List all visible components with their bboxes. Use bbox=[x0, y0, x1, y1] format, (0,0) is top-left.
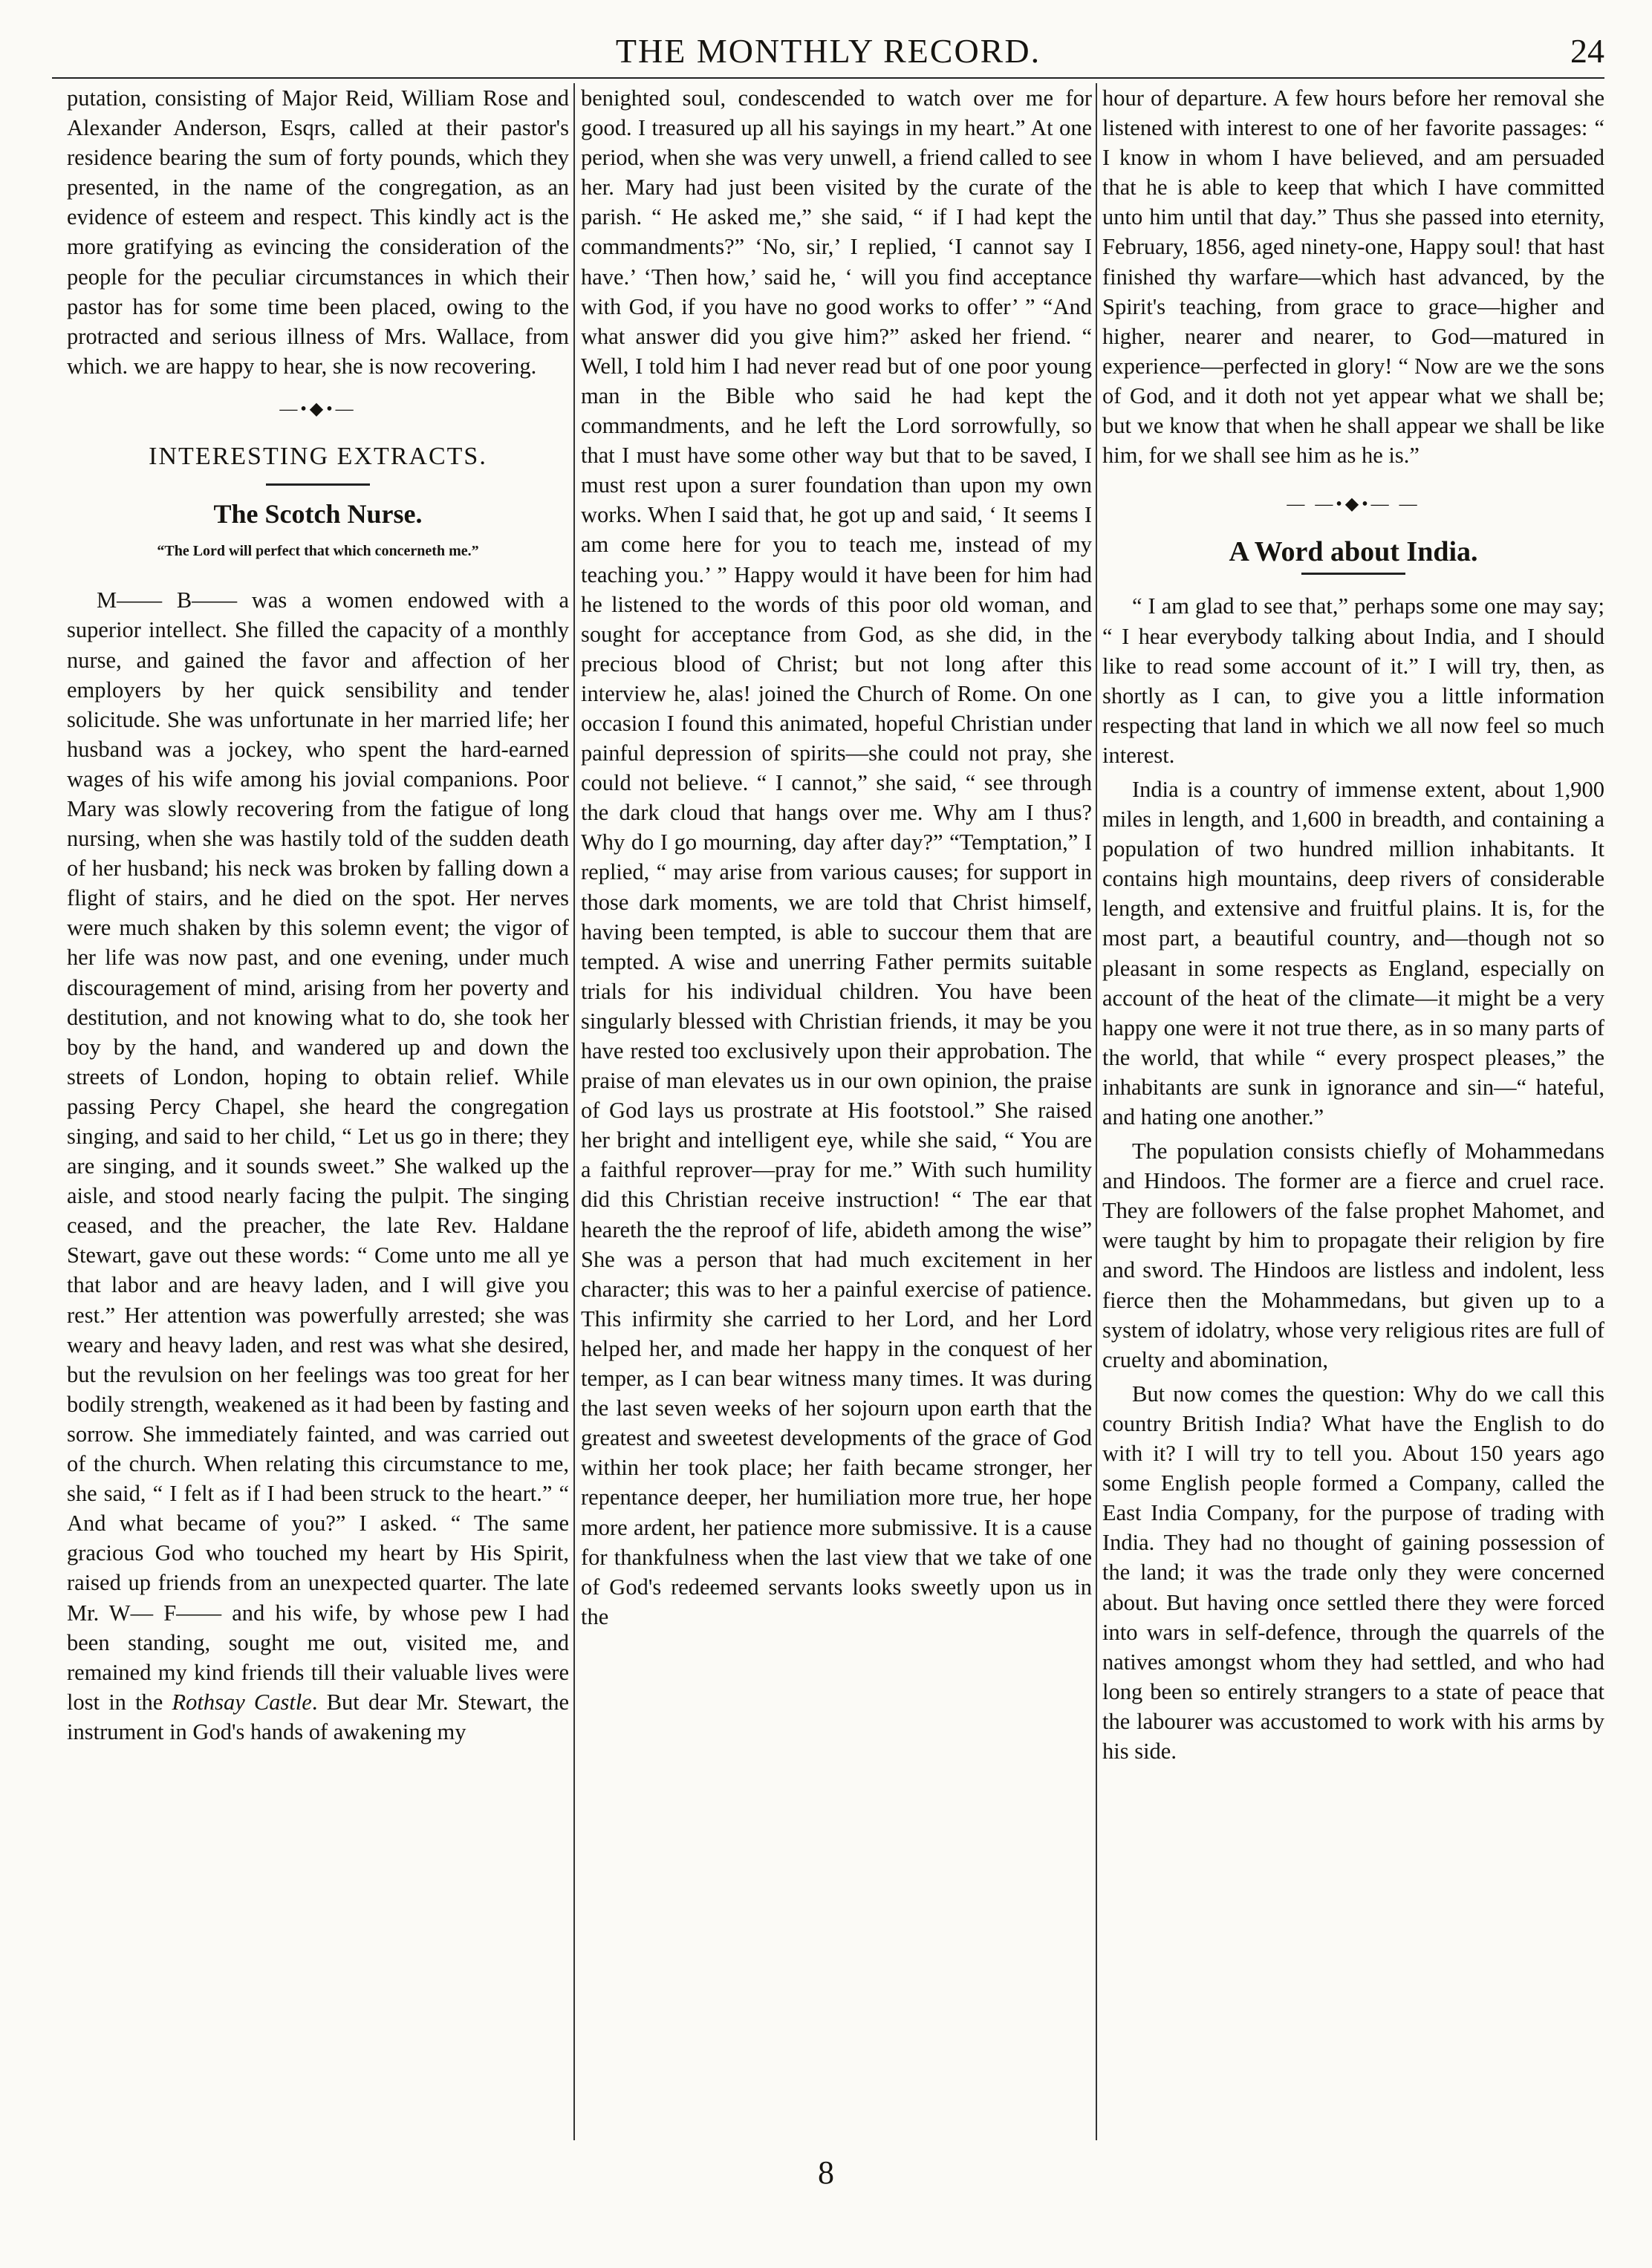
paragraph: hour of departure. A few hours before her removal she listened with interest to one of her favorite passages: “ I know in whom I have believed, and am persuaded that he is able to keep that which I have committed unto him until that day.” Thus she passed into eternity, February, 1856, aged ninety-one, Happy soul! that hast finished thy warfare—which hast advanced, by the Spirit's teaching, from grace to grace—higher and higher, nearer and nearer, to God—matured in experience—perfected in glory! “ Now are we the sons of God, and it doth not yet appear what we shall be; but we know that when he shall appear we shall be like him, for we shall see him as he is.” bbox=[1102, 85, 1604, 469]
section-title: INTERESTING EXTRACTS. bbox=[149, 443, 487, 471]
column-rule bbox=[573, 83, 575, 2140]
running-title: THE MONTHLY RECORD. bbox=[615, 32, 1041, 70]
folio-number: 8 bbox=[818, 2154, 834, 2191]
paragraph: The population consists chiefly of Mohammedans and Hindoos. The former are a fierce and cruel race. They are followers of the false prophet Mahomet, and were taught by him to propagate their religion by fire and sword. The Hindoos are listless and indolent, less fierce then the Mohammedans, but given up to a system of idolatry, whose very religious rites are full of cruelty and abomination, bbox=[1102, 1138, 1604, 1372]
article-title: The Scotch Nurse. bbox=[213, 499, 423, 529]
paragraph: putation, consisting of Major Reid, William Rose and Alexander Anderson, Esqrs, called at their pastor's residence bearing the sum of forty pounds, which they presented, in the name of the congregation, as an evidence of esteem and respect. This kindly act is the more gratifying as evincing the consideration of the people for the peculiar circumstances in which their pastor has for some time been placed, owing to the protracted and serious illness of Mrs. Wallace, from which. we are happy to hear, she is now recovering. bbox=[67, 85, 569, 379]
paragraph: benighted soul, condescended to watch over me for good. I treasured up all his sayings in my heart.” At one period, when she was very unwell, a friend called to see her. Mary had just been visited by the curate of the parish. “ He asked me,” she said, “ if I had kept the commandments?” ‘No, sir,’ I replied, ‘I cannot say I have.’ ‘Then how,’ said he, ‘ will you find acceptance with God, if you have no good works to offer’ ” “And what answer did you give him?” asked her friend. “ Well, I told him I had never read but of one poor young man in the Bible who said he had kept the commandments, and he left the Lord sorrowfully, so that I must have some other way but that to be saved, I must rest upon a surer foundation than upon my own works. When I said that, he got up and said, ‘ It seems I am come here for you to teach me, instead of my teaching you.’ ” Happy would it have been for him had he listened to the words of this poor old woman, and sought for acceptance from God, as she did, in the precious blood of Christ; but not long after this interview he, alas! joined the Church of Rome. On one occasion I found this animated, hopeful Christian under painful depression of spirits—she could not pray, she could not believe. “ I cannot,” she said, “ see through the dark cloud that hangs over me. Why am I thus? Why do I go mourning, day after day?” “Temptation,” I replied, “ may arise from various causes; for support in those dark moments, we are told that Christ himself, having been tempted, is able to succour them that are tempted. A wise and unerring Father permits suitable trials for his individual children. You have been singularly blessed with Christian friends, it may be you have rested too exclusively upon their approbation. The praise of man elevates us in our own opinion, the praise of God lays us prostrate at His footstool.” She raised her bright and intelligent eye, while she said, “ You are a faithful reprover—pray for me.” With such humility did this Christian receive instruction! “ The ear that heareth the the reproof of life, abideth among the wise” She was a person that had much excitement in her character; this was to her a painful exercise of patience. This infirmity she carried to her Lord, and her Lord helped her, and made her happy in the conquest of her temper, as I can bear witness many times. It was during the last seven weeks of her sojourn upon earth that the greatest and sweetest developments of the grace of God within her took place; her faith became stronger, her repentance deeper, her humiliation more true, her hope more ardent, her patience more submissive. It is a cause for thankfulness when the last view that we take of one of God's redeemed servants looks sweetly upon us in the bbox=[581, 85, 1092, 1629]
column-2 bbox=[581, 83, 1092, 2118]
ship-name: Rothsay Castle bbox=[172, 1689, 312, 1715]
epigraph: “The Lord will perfect that which concerneth me.” bbox=[157, 543, 479, 560]
article-title: A Word about India. bbox=[1229, 536, 1478, 568]
ornamental-divider: —•◆•— bbox=[279, 399, 357, 419]
page-number: 24 bbox=[1570, 32, 1604, 70]
paragraph: But now comes the question: Why do we call this country British India? What have the English to do with it? I will try to tell you. About 150 years ago some English people formed a Company, called the East India Company, for the purpose of trading with India. They had no thought of gaining possession of the land; it was the trade only they were concerned about. But having once settled there they were forced into wars in self-defence, through the quarrels of the natives amongst whom they had settled, and who had long been so entirely strangers to a state of peace that the labourer was accustomed to work with his arms by his side. bbox=[1102, 1381, 1604, 1764]
ornamental-divider: — —•◆•— — bbox=[1287, 495, 1420, 515]
paragraph-text: M—— B—— was a women endowed with a superior intellect. She filled the capacity of a monthly nurse, and gained the favor and affection of her employers by her quick sensibility and tender solicitude. She was unfortunate in her married life; her husband was a jockey, who spent the hard-earned wages of his wife among his jovial companions. Poor Mary was slowly recovering from the fatigue of long nursing, when she was hastily told of the sudden death of her husband; his neck was broken by falling down a flight of stairs, and he died on the spot. Her nerves were much shaken by this solemn event; the vigor of her life was now past, and one evening, under much discouragement of mind, arising from her poverty and destitution, and not knowing what to do, she took her boy by the hand, and wandered up and down the streets of London, hoping to obtain relief. While passing Percy Chapel, she heard the congregation singing, and said to her child, “ Let us go in there; they are singing, and it sounds sweet.” She walked up the aisle, and stood nearly facing the pulpit. The singing ceased, and the preacher, the late Rev. Haldane Stewart, gave out these words: “ Come unto me all ye that labor and are heavy laden, and I will give you rest.” Her attention was powerfully arrested; she was weary and heavy laden, and rest was what she desired, but the revulsion on her feelings was too great for her bodily strength, weakened as it had been by fasting and sorrow. She immediately fainted, and was carried out of the church. When relating this circumstance to me, she said, “ I felt as if I had been struck to the heart.” “ And what became of you?” I asked. “ The same gracious God who touched my heart by His Spirit, raised up friends from an unexpected quarter. The late Mr. W— F—— and his wife, by whose pew I had been standing, sought me out, visited me, and remained my kind friends till their valuable lives were lost in the bbox=[67, 587, 569, 1715]
title-rule bbox=[266, 483, 370, 486]
paragraph-text: . But dear Mr. Stewart, the instrument in God's hands of awakening my bbox=[67, 1689, 569, 1744]
paragraph: India is a country of immense extent, about 1,900 miles in length, and 1,600 in breadth, and containing a population of two hundred million inhabitants. It contains high mountains, deep rivers of considerable length, and extensive and fruitful plains. It is, for the most part, a beautiful country, and—though not so pleasant in some respects as England, especially on account of the heat of the climate—it might be a very happy one were it not true there, as in so many parts of the world, that while “ every prospect pleases,” the inhabitants are sunk in ignorance and sin—“ hateful, and hating one another.” bbox=[1102, 776, 1604, 1130]
title-rule bbox=[1301, 573, 1405, 575]
column-3 bbox=[1102, 83, 1604, 2118]
column-rule bbox=[1096, 83, 1097, 2140]
paragraph: “ I am glad to see that,” perhaps some one may say; “ I hear everybody talking about India, and I should like to read some account of it.” I will try, then, as shortly as I can, to give you a little information respecting that land in which we all now feel so much interest. bbox=[1102, 593, 1604, 768]
page-header bbox=[52, 25, 1604, 79]
paragraph bbox=[67, 585, 569, 1747]
column-1 bbox=[67, 83, 569, 2118]
